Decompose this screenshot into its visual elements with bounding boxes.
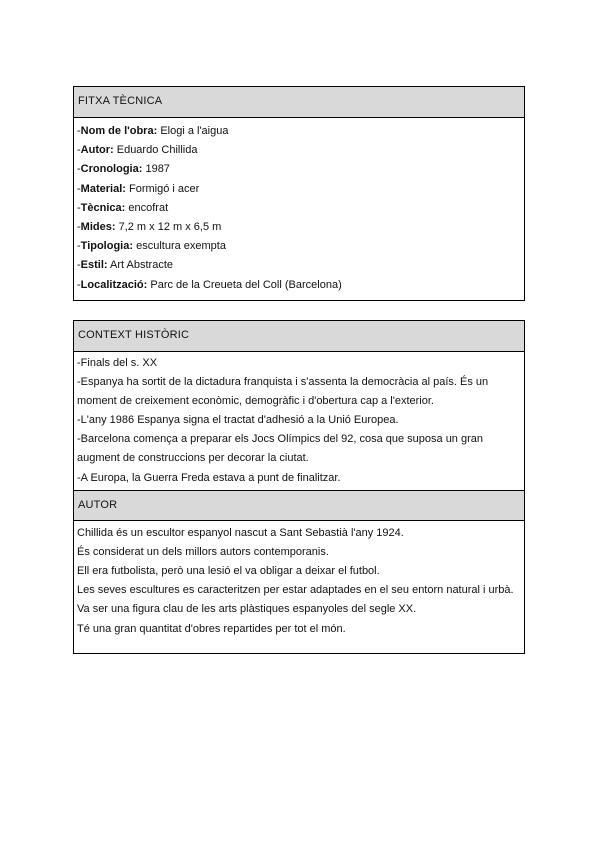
- context-line: augment de construccions per decorar la ciutat.: [77, 452, 309, 465]
- fitxa-label: Cronologia:: [80, 163, 143, 176]
- fitxa-label: Estil:: [80, 259, 108, 272]
- fitxa-row: -Estil: Art Abstracte: [77, 259, 174, 272]
- autor-header: AUTOR: [74, 490, 524, 521]
- context-line: moment de creixement econòmic, demogràfic i d'obertura cap a l'exterior.: [77, 395, 434, 408]
- fitxa-label: Mides:: [80, 220, 116, 233]
- fitxa-row: -Mides: 7,2 m x 12 m x 6,5 m: [77, 220, 222, 233]
- fitxa-tecnica-header: FITXA TÈCNICA: [74, 87, 524, 118]
- fitxa-row: -Tipologia: escultura exempta: [77, 240, 226, 253]
- fitxa-value: encofrat: [128, 201, 169, 214]
- fitxa-row: -Cronologia: 1987: [77, 163, 170, 176]
- autor-line: Chillida és un escultor espanyol nascut a Sant Sebastià l'any 1924.: [77, 526, 404, 539]
- fitxa-label: Nom de l'obra:: [80, 125, 158, 137]
- fitxa-value: 1987: [145, 163, 170, 176]
- autor-line: És considerat un dels millors autors contemporanis.: [77, 545, 329, 558]
- context-historic-header: CONTEXT HISTÒRIC: [74, 321, 524, 352]
- fitxa-label: Material:: [80, 182, 126, 195]
- context-autor-table: [73, 320, 525, 654]
- context-line: -Barcelona comença a preparar els Jocs Olímpics del 92, cosa que suposa un gran: [77, 433, 483, 446]
- context-historic-body: [74, 352, 524, 488]
- fitxa-row: -Material: Formigó i acer: [77, 182, 200, 195]
- fitxa-value: 7,2 m x 12 m x 6,5 m: [118, 220, 222, 233]
- fitxa-row: -Nom de l'obra: Elogi a l'aigua: [77, 125, 229, 137]
- fitxa-row: -Localització: Parc de la Creueta del Coll (Barcelona): [77, 278, 342, 291]
- autor-body: [74, 521, 524, 639]
- fitxa-row: -Autor: Eduardo Chillida: [77, 144, 198, 157]
- autor-line: Les seves escultures es caracteritzen per estar adaptades en el seu entorn natural i urbà.: [77, 584, 514, 597]
- fitxa-value: escultura exempta: [136, 240, 226, 253]
- fitxa-value: Elogi a l'aigua: [160, 125, 229, 137]
- context-line: -A Europa, la Guerra Freda estava a punt de finalitzar.: [77, 471, 341, 484]
- fitxa-label: Localització:: [80, 278, 148, 291]
- context-line: -Espanya ha sortit de la dictadura franquista i s'assenta la democràcia al país. És un: [77, 376, 489, 389]
- autor-line: Ell era futbolista, però una lesió el va obligar a deixar el futbol.: [77, 565, 380, 578]
- fitxa-label: Tècnica:: [80, 201, 126, 214]
- autor-line: Té una gran quantitat d'obres repartides per tot el món.: [77, 622, 346, 635]
- context-line: -L'any 1986 Espanya signa el tractat d'adhesió a la Unió Europea.: [77, 414, 399, 427]
- fitxa-value: Parc de la Creueta del Coll (Barcelona): [150, 278, 342, 291]
- fitxa-value: Formigó i acer: [128, 182, 200, 195]
- fitxa-label: Autor:: [80, 144, 114, 157]
- fitxa-label: Tipologia:: [80, 240, 134, 253]
- fitxa-value: Art Abstracte: [110, 259, 174, 272]
- fitxa-row: -Tècnica: encofrat: [77, 201, 169, 214]
- autor-line: Va ser una figura clau de les arts plàstiques espanyoles del segle XX.: [77, 603, 417, 616]
- fitxa-tecnica-rows: [74, 118, 524, 295]
- context-line: -Finals del s. XX: [77, 357, 158, 369]
- fitxa-value: Eduardo Chillida: [116, 144, 198, 157]
- fitxa-tecnica-table: [73, 86, 525, 301]
